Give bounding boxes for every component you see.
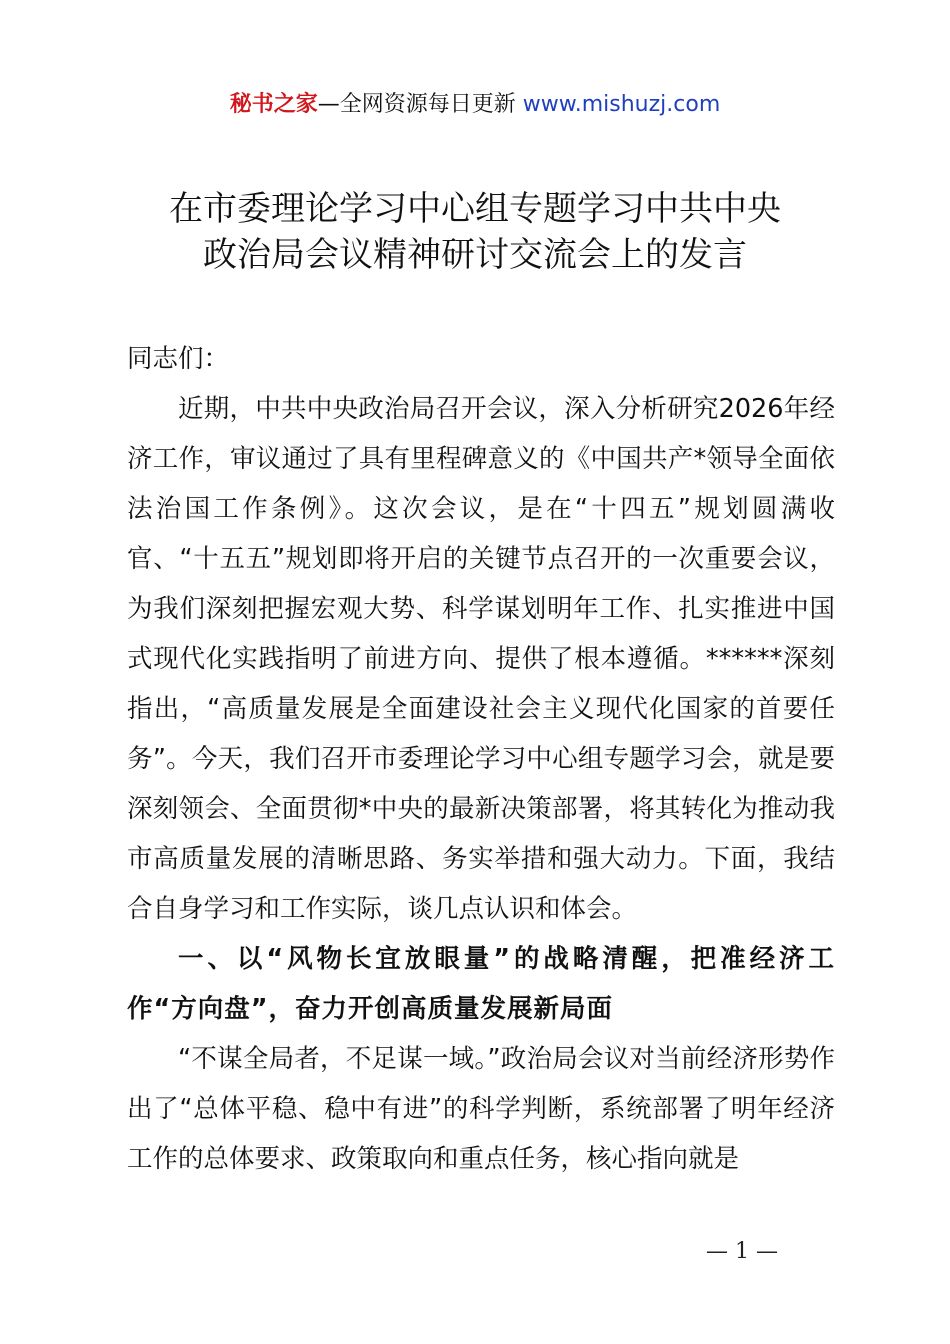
page-number-text: — 1 —	[706, 1239, 778, 1264]
document-title-line-1: 在市委理论学习中心组专题学习中共中央	[169, 189, 781, 229]
document-title-line-2: 政治局会议精神研讨交流会上的发言	[203, 235, 747, 275]
document-body	[127, 334, 835, 1184]
salutation: 同志们：	[127, 344, 230, 374]
site-brand-name: 秘书之家	[229, 92, 318, 117]
site-watermark-header	[0, 88, 950, 122]
section-heading-1: 一、以“风物长宜放眼量”的战略清醒，把准经济工作“方向盘”，奋力开创高质量发展新局面	[127, 944, 835, 1024]
paragraph-intro: 近期，中共中央政治局召开会议，深入分析研究2026年经济工作，审议通过了具有里程碑意义的《中国共产*领导全面依法治国工作条例》。这次会议，是在“十四五”规划圆满收官、“十五五”规划即将开启的关键节点召开的一次重要会议，为我们深刻把握宏观大势、科学谋划明年工作、扎实推进中国式现代化实践指明了前进方向、提供了根本遵循。******深刻指出，“高质量发展是全面建设社会主义现代化国家的首要任务”。今天，我们召开市委理论学习中心组专题学习会，就是要深刻领会、全面贯彻*中央的最新决策部署，将其转化为推动我市高质量发展的清晰思路、务实举措和强大动力。下面，我结合自身学习和工作实际，谈几点认识和体会。	[127, 394, 835, 924]
site-url-link[interactable]: www.mishuzj.com	[522, 92, 721, 117]
site-tagline: —全网资源每日更新	[317, 92, 523, 117]
document-title	[0, 186, 950, 278]
paragraph-section-1: “不谋全局者，不足谋一域。”政治局会议对当前经济形势作出了“总体平稳、稳中有进”的科学判断，系统部署了明年经济工作的总体要求、政策取向和重点任务，核心指向就是	[127, 1044, 835, 1174]
